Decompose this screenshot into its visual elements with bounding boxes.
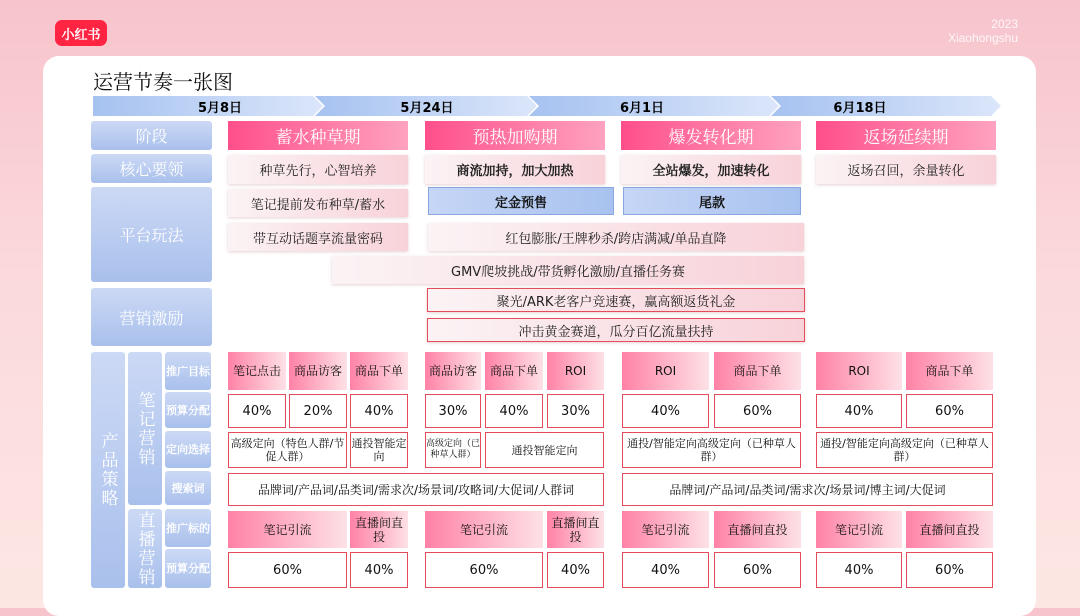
budget-cell: 40% <box>485 394 543 428</box>
live-budget-cell: 40% <box>350 552 408 588</box>
live-budget-cell: 40% <box>622 552 709 588</box>
live-goal-cell: 直播间直投 <box>350 511 408 548</box>
deposit-presale: 定金预售 <box>428 187 614 215</box>
sublabel-goal: 推广目标 <box>165 352 211 390</box>
goal-cell: ROI <box>622 352 709 390</box>
goal-cell: ROI <box>816 352 902 390</box>
targeting-cell: 通投/智能定向高级定向（已种草人群） <box>622 432 801 468</box>
year-number: 2023 <box>991 17 1018 31</box>
goal-cell: 商品下单 <box>350 352 408 390</box>
platform-item: 笔记提前发布种草/蓄水 <box>228 189 408 217</box>
budget-cell: 60% <box>906 394 993 428</box>
phase-header: 蓄水种草期 <box>228 121 408 150</box>
budget-cell: 40% <box>228 394 286 428</box>
sublabel-budget: 预算分配 <box>165 392 211 428</box>
marketing-item: 聚光/ARK老客户竞速赛，赢高额返货礼金 <box>427 288 805 312</box>
phase-header: 返场延续期 <box>816 121 996 150</box>
targeting-cell: 高级定向（已种草人群） <box>425 432 481 468</box>
platform-item: 带互动话题享流量密码 <box>228 223 408 251</box>
page-title: 运营节奏一张图 <box>93 70 233 94</box>
budget-cell: 30% <box>425 394 481 428</box>
row-label-live: 直播营销 <box>128 509 162 588</box>
date-label: 6月1日 <box>619 100 665 116</box>
goal-cell: 商品下单 <box>714 352 801 390</box>
goal-cell: 商品下单 <box>906 352 993 390</box>
phase-header: 爆发转化期 <box>621 121 801 150</box>
row-label-marketing: 营销激励 <box>91 288 212 346</box>
live-goal-cell: 直播间直投 <box>714 511 801 548</box>
goal-cell: 笔记点击 <box>228 352 286 390</box>
core-point: 商流加持，加大加热 <box>425 155 605 184</box>
sublabel-live-budget: 预算分配 <box>165 549 211 588</box>
targeting-cell: 通投/智能定向高级定向（已种草人群） <box>816 432 993 468</box>
budget-cell: 30% <box>547 394 604 428</box>
sublabel-keyword: 搜索词 <box>165 471 211 505</box>
goal-cell: ROI <box>547 352 604 390</box>
row-label-stage: 阶段 <box>91 121 212 150</box>
year-label <box>948 17 1018 45</box>
live-budget-cell: 60% <box>906 552 993 588</box>
brand-subtitle: Xiaohongshu <box>947 31 1018 45</box>
goal-cell: 商品访客 <box>425 352 481 390</box>
row-label-product: 产品策略 <box>91 352 125 588</box>
xiaohongshu-logo: 小红书 <box>55 20 107 46</box>
budget-cell: 20% <box>289 394 347 428</box>
keyword-cell: 品牌词/产品词/品类词/需求次/场景词/攻略词/大促词/人群词 <box>228 473 604 506</box>
goal-cell: 商品下单 <box>485 352 543 390</box>
date-label: 6月18日 <box>833 100 887 116</box>
live-budget-cell: 60% <box>425 552 543 588</box>
phase-header: 预热加购期 <box>425 121 605 150</box>
live-goal-cell: 直播间直投 <box>547 511 604 548</box>
live-budget-cell: 60% <box>714 552 801 588</box>
live-budget-cell: 40% <box>547 552 604 588</box>
budget-cell: 40% <box>350 394 408 428</box>
final-payment: 尾款 <box>623 187 801 215</box>
targeting-cell: 通投智能定向 <box>485 432 604 468</box>
targeting-cell: 通投智能定向 <box>350 432 408 468</box>
row-label-note: 笔记营销 <box>128 352 162 505</box>
marketing-item: 冲击黄金赛道，瓜分百亿流量扶持 <box>427 318 805 342</box>
goal-cell: 商品访客 <box>289 352 347 390</box>
core-point: 返场召回，余量转化 <box>816 155 996 184</box>
budget-cell: 60% <box>714 394 801 428</box>
platform-gmv: GMV爬坡挑战/带货孵化激励/直播任务赛 <box>332 256 804 284</box>
date-label: 5月24日 <box>400 100 454 116</box>
live-goal-cell: 笔记引流 <box>816 511 902 548</box>
sublabel-live-goal: 推广标的 <box>165 509 211 547</box>
targeting-cell: 高级定向（特色人群/节促人群） <box>228 432 347 468</box>
sublabel-target: 定向选择 <box>165 431 211 468</box>
budget-cell: 40% <box>816 394 902 428</box>
platform-promo: 红包膨胀/王牌秒杀/跨店满减/单品直降 <box>428 223 804 251</box>
row-label-core: 核心要领 <box>91 154 212 183</box>
live-budget-cell: 60% <box>228 552 347 588</box>
core-point: 全站爆发，加速转化 <box>621 155 801 184</box>
live-goal-cell: 直播间直投 <box>906 511 993 548</box>
budget-cell: 40% <box>622 394 709 428</box>
live-goal-cell: 笔记引流 <box>622 511 709 548</box>
date-label: 5月8日 <box>197 100 243 116</box>
live-goal-cell: 笔记引流 <box>228 511 347 548</box>
core-point: 种草先行，心智培养 <box>228 155 408 184</box>
row-label-platform: 平台玩法 <box>91 187 212 282</box>
live-goal-cell: 笔记引流 <box>425 511 543 548</box>
keyword-cell: 品牌词/产品词/品类词/需求次/场景词/博主词/大促词 <box>622 473 993 506</box>
live-budget-cell: 40% <box>816 552 902 588</box>
